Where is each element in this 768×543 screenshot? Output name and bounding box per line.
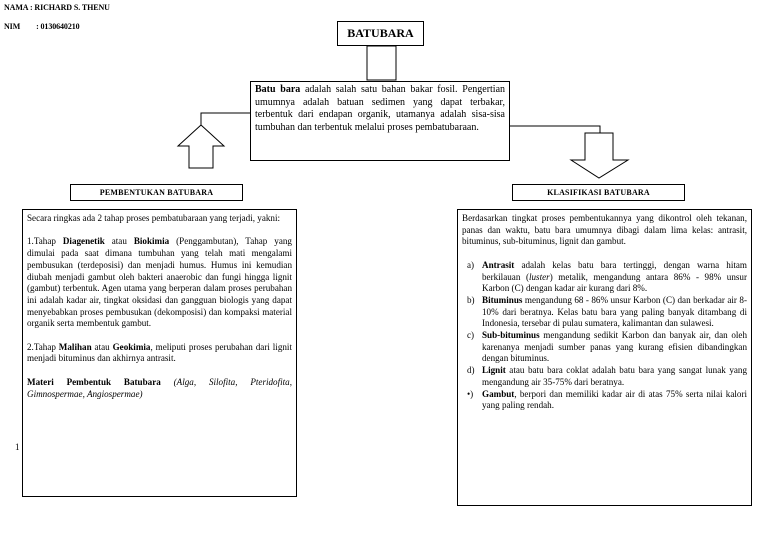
item-term: Gambut	[482, 388, 515, 399]
item-text: mengandung 68 - 86% unsur Karbon (C) dan berkadar air 8-10% dari beratnya. Kelas batu bara yang paling banyak ditambang di Indonesia, tersebar di pulau sumatera, kalimantan dan sulawesi.	[482, 294, 747, 329]
list-marker: b)	[467, 294, 475, 305]
list-marker: c)	[467, 330, 475, 341]
title-connector	[367, 46, 396, 80]
item-term: Bituminus	[482, 294, 523, 305]
item-term: Sub-bituminus	[482, 330, 540, 341]
list-marker: d)	[467, 365, 475, 376]
klasifikasi-heading: KLASIFIKASI BATUBARA	[512, 184, 685, 201]
stage-1-text: (Penggambutan), Tahap yang dimulai pada saat dimana tumbuhan yang telah mati mengalami pembusukan (terdeposisi) dan menjadi humus. Humus ini kemudian diubah menjadi gambut oleh bakteri anaerobic dan fungi hingga lignit (gambut) terbentuk. Agen utama yang berperan dalam proses perubahan ini adalah kadar air, tingkat oksidasi dan gangguan biologis yang dapat menyebabkan proses pembusukan (dekomposisi) dan kompaksi material organik serta membentuk gambut.	[27, 236, 292, 329]
pembentukan-heading: PEMBENTUKAN BATUBARA	[70, 184, 243, 201]
item-text: , berpori dan memiliki kadar air di atas 75% serta nilai kalori yang paling rendah.	[482, 388, 747, 411]
pembentukan-intro: Secara ringkas ada 2 tahap proses pembatubaraan yang terjadi, yakni:	[27, 213, 281, 223]
list-marker: a)	[467, 259, 475, 270]
definition-box	[250, 81, 510, 161]
stage-2-prefix: 2.Tahap	[27, 341, 56, 352]
main-title: BATUBARA	[337, 21, 424, 46]
klasifikasi-intro: Berdasarkan tingkat proses pembentukannya yang dikontrol oleh tekanan, panas dan waktu, batu bara umumnya dibagi dalam lima kelas: antrasit, bituminus, sub-bituminus, lignit dan gambut.	[462, 213, 747, 247]
list-marker: •)	[467, 388, 474, 399]
stage-1-term2: Biokimia	[133, 236, 170, 247]
stage-1	[27, 236, 292, 330]
item-term: Antrasit	[482, 259, 515, 270]
list-item	[462, 260, 747, 295]
stage-1-prefix: 1.Tahap	[27, 236, 56, 247]
stage-2-join: atau	[94, 341, 110, 352]
list-item	[462, 295, 747, 330]
stage-2-term2: Geokimia	[112, 341, 151, 352]
definition-term: Batu bara	[255, 84, 301, 95]
up-arrow-left	[178, 113, 250, 168]
item-text: atau batu bara coklat adalah batu bara yang sangat lunak yang mengandung air 35-75% dari beratnya.	[482, 365, 747, 387]
item-italic: luster	[528, 271, 550, 282]
item-text: mengandung sedikit Karbon dan banyak air, dan oleh karenanya menjadi sumber panas yang kurang efisien dibandingkan dengan bituminus.	[482, 330, 747, 364]
materi-items: (Alga, Silofita, Pteridofita, Gimnospermae, Angiospermae)	[27, 376, 292, 399]
student-name: NAMA : RICHARD S. THENU	[4, 3, 110, 12]
nim-label: NIM	[4, 22, 21, 31]
item-term: Lignit	[482, 365, 506, 376]
stage-2-text: , meliputi proses perubahan dari lignit menjadi bituminus dan akhirnya antrasit.	[27, 341, 292, 364]
list-item	[462, 330, 747, 365]
materi-pembentuk	[27, 377, 292, 400]
down-arrow-right	[510, 126, 628, 178]
nim-value: 0130640210	[40, 22, 80, 31]
student-nim: NIM : 0130640210	[4, 22, 80, 31]
klasifikasi-panel	[457, 209, 752, 506]
pembentukan-panel	[22, 209, 297, 497]
margin-marker: 1	[15, 442, 20, 452]
item-text-2: ) metalik, mengandung antara 86% - 98% unsur Karbon (C) dengan kadar air kurang dari 8%.	[482, 271, 748, 294]
item-text: adalah kelas batu bara tertinggi, dengan warna hitam berkilauan (	[482, 259, 747, 282]
klasifikasi-list	[462, 260, 747, 412]
stage-2	[27, 342, 292, 365]
list-item	[462, 389, 747, 412]
name-value: RICHARD S. THENU	[34, 3, 110, 12]
definition-text: adalah salah satu bahan bakar fosil. Pengertian umumnya adalah batuan sedimen yang dapat terbakar, terbentuk dari endapan organik, utamanya adalah sisa-sisa tumbuhan dan terbentuk melalui proses pembatubaraan.	[255, 84, 506, 133]
stage-1-join: atau	[111, 236, 127, 247]
list-item	[462, 365, 747, 388]
stage-1-term1: Diagenetik	[62, 236, 105, 247]
stage-2-term1: Malihan	[58, 341, 92, 352]
materi-title: Materi Pembentuk Batubara	[27, 376, 161, 387]
name-label: NAMA	[4, 3, 29, 12]
